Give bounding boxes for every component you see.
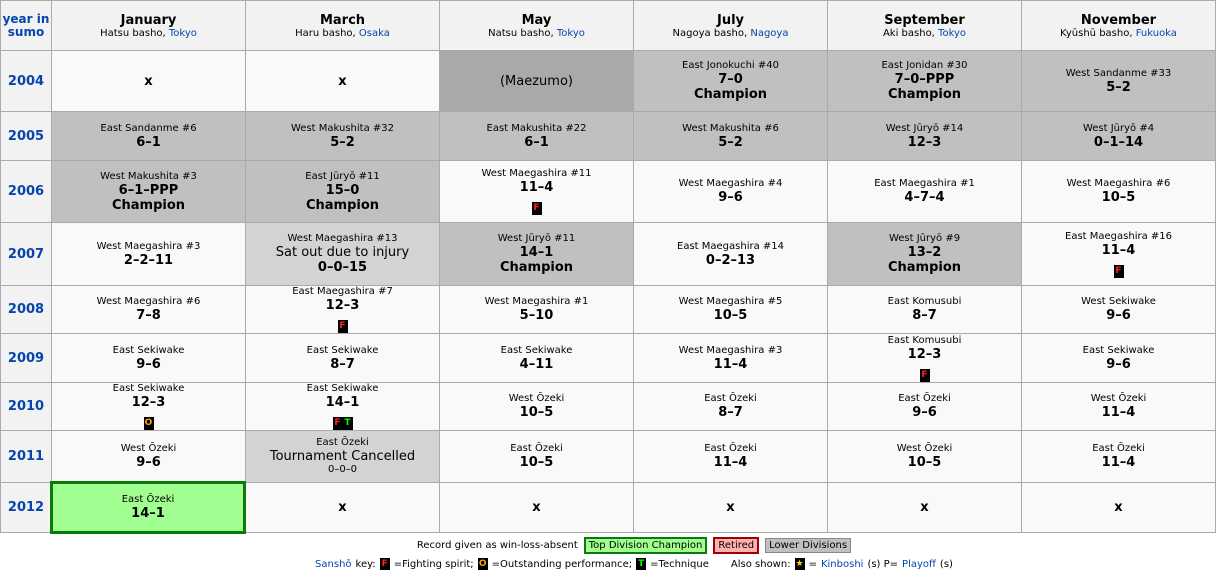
tournament-cell <box>634 112 828 161</box>
record-value: 15–0 <box>325 182 360 198</box>
month-name: November <box>1080 12 1157 28</box>
rank-label: West Makushita #32 <box>291 122 394 134</box>
tournament-cell <box>634 161 828 223</box>
tournament-cell <box>828 383 1022 431</box>
tournament-cell <box>828 483 1022 533</box>
tournament-cell <box>246 223 440 286</box>
month-header[interactable] <box>440 0 634 51</box>
sansho-link[interactable]: Sanshō <box>315 558 352 570</box>
record-value: 4–7–4 <box>904 190 945 205</box>
rank-label: East Maegashira #14 <box>677 240 784 252</box>
record-value: 10–5 <box>907 455 942 470</box>
tournament-cell <box>828 51 1022 112</box>
record-value: 10–5 <box>1101 190 1136 205</box>
tournament-cell <box>440 431 634 483</box>
year-label: 2005 <box>7 128 45 144</box>
record-value: 13–2 <box>907 245 942 260</box>
outstanding-performance-prize-icon: O <box>144 418 153 428</box>
rank-label: East Sekiwake <box>1082 344 1155 356</box>
special-prizes <box>1114 258 1124 278</box>
tournament-cell <box>440 51 634 112</box>
rank-label: East Sekiwake <box>500 344 573 356</box>
rank-label: East Ōzeki <box>704 393 757 404</box>
record-value: 6–1 <box>136 134 161 150</box>
special-prizes <box>338 313 348 333</box>
year-cell[interactable] <box>0 383 52 431</box>
tournament-cell <box>828 286 1022 334</box>
rank-label: East Jūryō #11 <box>305 170 380 182</box>
tournament-cell <box>440 334 634 383</box>
month-header[interactable] <box>1022 0 1216 51</box>
no-entry-mark: x <box>338 500 347 515</box>
tournament-cell <box>440 223 634 286</box>
rank-label: East Makushita #22 <box>486 122 587 134</box>
tournament-cell <box>246 161 440 223</box>
year-cell[interactable] <box>0 286 52 334</box>
tournament-cell <box>246 112 440 161</box>
tournament-cell <box>52 383 246 431</box>
rank-label: West Sandanme #33 <box>1065 67 1172 79</box>
rank-label: East Ōzeki <box>510 443 563 454</box>
status-note: (Maezumo) <box>499 73 573 89</box>
tournament-cell <box>828 431 1022 483</box>
outstanding-performance-desc: =Outstanding performance; <box>491 558 633 570</box>
record-value: 10–5 <box>519 405 554 420</box>
record-value: 11–4 <box>1101 242 1136 258</box>
no-entry-mark: x <box>726 500 735 515</box>
record-value: 0–1–14 <box>1093 134 1144 150</box>
record-value: 9–6 <box>136 455 161 470</box>
tournament-cell <box>634 286 828 334</box>
record-value: 11–4 <box>1101 405 1136 420</box>
record-value: 7–0 <box>718 72 743 87</box>
tournament-cell <box>440 112 634 161</box>
rank-label: East Sekiwake <box>112 383 185 394</box>
record-value: 10–5 <box>713 308 748 323</box>
legend-top-division-champion: Top Division Champion <box>584 537 708 554</box>
basho-info <box>488 28 585 39</box>
no-entry-mark: x <box>920 500 929 515</box>
record-value: 12–3 <box>907 346 942 362</box>
year-label: 2009 <box>7 350 45 366</box>
tournament-cell <box>634 483 828 533</box>
year-label: 2008 <box>7 302 45 317</box>
record-value: 12–3 <box>907 134 942 150</box>
record-value: 14–1 <box>325 395 360 410</box>
playoff-link[interactable]: Playoff <box>902 558 936 570</box>
fighting-spirit-icon: F <box>381 559 388 569</box>
record-value: 11–4 <box>713 455 748 470</box>
year-label: 2010 <box>7 399 45 414</box>
record-value: 11–4 <box>713 356 748 372</box>
rank-label: East Jonidan #30 <box>881 60 968 71</box>
rank-label: West Jūryō #11 <box>497 233 576 244</box>
tournament-cell <box>52 431 246 483</box>
month-name: January <box>120 12 177 28</box>
no-entry-mark: x <box>532 500 541 515</box>
special-prizes <box>920 362 930 382</box>
basho-name: Nagoya basho, <box>672 27 751 39</box>
tournament-cell <box>634 223 828 286</box>
rank-label: West Maegashira #6 <box>1066 178 1171 189</box>
rank-label: West Jūryō #4 <box>1082 122 1155 134</box>
record-value: 0–2–13 <box>705 252 756 268</box>
record-value: 12–3 <box>325 298 360 313</box>
rank-label: West Ōzeki <box>1090 393 1147 404</box>
tournament-cell <box>1022 334 1216 383</box>
rank-label: East Sekiwake <box>112 344 185 356</box>
rank-label: West Maegashira #4 <box>678 178 783 189</box>
rank-label: East Komusubi <box>887 334 962 346</box>
playoff-suffix: (s) <box>939 558 953 570</box>
record-value: 5–2 <box>718 134 743 150</box>
tournament-cell <box>52 112 246 161</box>
tournament-cell <box>246 383 440 431</box>
tournament-cell <box>246 483 440 533</box>
tournament-cell <box>1022 483 1216 533</box>
tournament-cell <box>634 334 828 383</box>
champion-label: Champion <box>887 260 962 275</box>
month-name: May <box>521 12 552 28</box>
rank-label: East Ōzeki <box>1092 443 1145 454</box>
tournament-cell <box>440 161 634 223</box>
champion-label: Champion <box>693 87 768 102</box>
month-header[interactable] <box>828 0 1022 51</box>
tournament-cell <box>828 334 1022 383</box>
status-note: Tournament Cancelled <box>269 449 416 464</box>
legend-record-note: Record given as win-loss-absent <box>416 540 578 551</box>
city-link[interactable]: Tokyo <box>938 27 967 39</box>
tournament-cell <box>634 383 828 431</box>
rank-label: East Sekiwake <box>306 383 379 394</box>
year-label: 2012 <box>7 500 45 515</box>
rank-label: East Ōzeki <box>704 443 757 454</box>
record-value: 9–6 <box>136 356 161 372</box>
kinboshi-suffix: (s) P= <box>867 558 899 570</box>
tournament-cell <box>634 51 828 112</box>
record-value: 5–2 <box>1106 79 1131 95</box>
tournament-cell <box>828 112 1022 161</box>
tournament-cell <box>52 286 246 334</box>
tournament-cell <box>440 383 634 431</box>
record-value: 9–6 <box>1106 356 1131 372</box>
tournament-cell <box>1022 223 1216 286</box>
sansho-key-label: key: <box>355 558 376 570</box>
month-header[interactable] <box>246 0 440 51</box>
champion-label: Champion <box>499 260 574 275</box>
rank-label: West Maegashira #3 <box>678 344 783 356</box>
rank-label: East Maegashira #7 <box>292 286 393 297</box>
year-cell[interactable] <box>0 334 52 383</box>
champion-label: Champion <box>887 87 962 102</box>
year-label: 2006 <box>7 184 45 199</box>
champion-label: Champion <box>305 197 380 213</box>
tournament-cell <box>1022 286 1216 334</box>
fighting-spirit-desc: =Fighting spirit; <box>393 558 474 570</box>
record-value: 9–6 <box>1106 308 1131 323</box>
tournament-cell <box>52 161 246 223</box>
rank-label: East Ōzeki <box>316 437 369 448</box>
basho-name: Kyūshū basho, <box>1060 27 1136 39</box>
special-prizes <box>532 195 542 215</box>
fighting-spirit-prize-icon: F <box>339 321 346 331</box>
city-link[interactable]: Nagoya <box>750 27 789 39</box>
tournament-cell <box>440 483 634 533</box>
basho-info <box>100 28 197 39</box>
record-value: 8–7 <box>718 405 743 420</box>
month-name: September <box>884 12 965 28</box>
record-value: 7–8 <box>136 308 161 323</box>
kinboshi-link[interactable]: Kinboshi <box>820 558 864 570</box>
legend <box>52 533 1216 572</box>
technique-desc: =Technique <box>650 558 709 570</box>
record-value: 0–0–15 <box>317 260 368 275</box>
tournament-cell <box>1022 431 1216 483</box>
rank-label: East Ōzeki <box>898 393 951 404</box>
legend-retired: Retired <box>713 537 759 554</box>
tournament-cell <box>246 431 440 483</box>
kinboshi-star-icon: ★ <box>795 559 804 569</box>
year-cell[interactable] <box>0 431 52 483</box>
rank-label: West Ōzeki <box>896 443 953 454</box>
rank-label: East Jonokuchi #40 <box>682 60 779 71</box>
basho-name: Haru basho, <box>295 27 359 39</box>
technique-prize-icon: T <box>344 418 351 428</box>
fighting-spirit-prize-icon: F <box>921 369 928 380</box>
record-value: 14–1 <box>131 506 165 521</box>
basho-name: Aki basho, <box>882 27 939 39</box>
rank-label: West Maegashira #5 <box>678 296 783 307</box>
basho-info <box>295 28 390 39</box>
year-cell[interactable] <box>0 161 52 223</box>
year-cell[interactable] <box>0 51 52 112</box>
month-header[interactable] <box>52 0 246 51</box>
record-value: 8–7 <box>330 356 355 372</box>
month-name: July <box>716 12 745 28</box>
rank-label: East Maegashira #1 <box>874 178 975 189</box>
tournament-cell <box>50 481 246 534</box>
year-label: 2004 <box>7 73 45 89</box>
record-value: 9–6 <box>718 190 743 205</box>
rank-label: West Maegashira #6 <box>96 296 201 307</box>
record-value: 5–2 <box>330 134 355 150</box>
tournament-cell <box>246 286 440 334</box>
record-value: 4–11 <box>519 356 554 372</box>
city-link[interactable]: Fukuoka <box>1135 27 1177 39</box>
rank-label: East Sandanme #6 <box>100 122 197 134</box>
champion-label: Champion <box>111 197 186 213</box>
rank-label: West Sekiwake <box>1081 296 1156 307</box>
fighting-spirit-prize-icon: F <box>334 418 341 428</box>
rank-label: West Maegashira #1 <box>484 296 589 307</box>
legend-lower-divisions: Lower Divisions <box>765 538 851 553</box>
record-value: 0–0–0 <box>327 464 358 475</box>
tournament-cell <box>828 161 1022 223</box>
year-label: 2011 <box>7 449 45 464</box>
basho-info <box>883 28 966 39</box>
rank-label: West Makushita #6 <box>682 122 779 134</box>
rank-label: East Sekiwake <box>306 344 379 356</box>
record-value: 12–3 <box>131 395 166 410</box>
tournament-cell <box>246 51 440 112</box>
record-value: 2–2–11 <box>123 252 174 268</box>
year-cell[interactable] <box>0 112 52 161</box>
tournament-cell <box>1022 112 1216 161</box>
basho-info <box>1060 28 1177 39</box>
fighting-spirit-prize-icon: F <box>1115 265 1122 276</box>
record-value: 11–4 <box>1101 455 1136 470</box>
corner-header[interactable] <box>0 0 52 51</box>
city-link[interactable]: Tokyo <box>168 27 197 39</box>
record-value: 6–1 <box>524 134 549 150</box>
rank-label: West Maegashira #11 <box>481 168 592 179</box>
tournament-cell <box>52 334 246 383</box>
tournament-cell <box>246 334 440 383</box>
rank-label: West Makushita #3 <box>100 170 197 182</box>
basho-name: Hatsu basho, <box>100 27 169 39</box>
record-value: 8–7 <box>912 308 937 323</box>
no-entry-mark: x <box>144 73 153 89</box>
tournament-cell <box>52 223 246 286</box>
no-entry-mark: x <box>1114 500 1123 515</box>
rank-label: West Jūryō #14 <box>885 122 964 134</box>
kinboshi-prefix: = <box>808 558 817 570</box>
outstanding-performance-icon: O <box>478 559 487 569</box>
record-value: 11–4 <box>519 180 554 195</box>
city-link[interactable]: Tokyo <box>556 27 585 39</box>
tournament-cell <box>440 286 634 334</box>
tournament-cell <box>1022 161 1216 223</box>
record-value: 7–0–PPP <box>894 72 955 87</box>
also-shown-label: Also shown: <box>730 558 791 570</box>
tournament-cell <box>634 431 828 483</box>
year-cell[interactable] <box>0 223 52 286</box>
rank-label: West Ōzeki <box>120 443 177 454</box>
rank-label: East Ōzeki <box>121 494 175 505</box>
rank-label: West Jūryō #9 <box>888 233 961 244</box>
no-entry-mark: x <box>338 73 347 89</box>
record-value: 14–1 <box>519 245 554 260</box>
month-header[interactable] <box>634 0 828 51</box>
tournament-cell <box>1022 383 1216 431</box>
special-prizes <box>333 410 353 430</box>
corner-label: year in sumo <box>2 11 50 39</box>
status-note: Sat out due to injury <box>275 245 410 260</box>
month-name: March <box>319 12 366 28</box>
city-link[interactable]: Osaka <box>358 27 390 39</box>
rank-label: East Komusubi <box>887 296 962 307</box>
rank-label: East Maegashira #16 <box>1065 230 1172 242</box>
fighting-spirit-prize-icon: F <box>533 203 540 213</box>
year-label: 2007 <box>7 246 45 262</box>
tournament-cell <box>1022 51 1216 112</box>
tournament-cell <box>52 51 246 112</box>
record-value: 5–10 <box>519 308 554 323</box>
record-value: 10–5 <box>519 455 554 470</box>
rank-label: West Maegashira #3 <box>96 240 201 252</box>
rank-label: West Maegashira #13 <box>287 233 398 244</box>
record-value: 9–6 <box>912 405 937 420</box>
special-prizes <box>144 410 154 430</box>
basho-info <box>673 28 789 39</box>
year-cell[interactable] <box>0 483 52 533</box>
technique-icon: T <box>638 559 645 569</box>
basho-name: Natsu basho, <box>488 27 557 39</box>
tournament-cell <box>828 223 1022 286</box>
record-value: 6–1–PPP <box>118 182 179 198</box>
rank-label: West Ōzeki <box>508 393 565 404</box>
